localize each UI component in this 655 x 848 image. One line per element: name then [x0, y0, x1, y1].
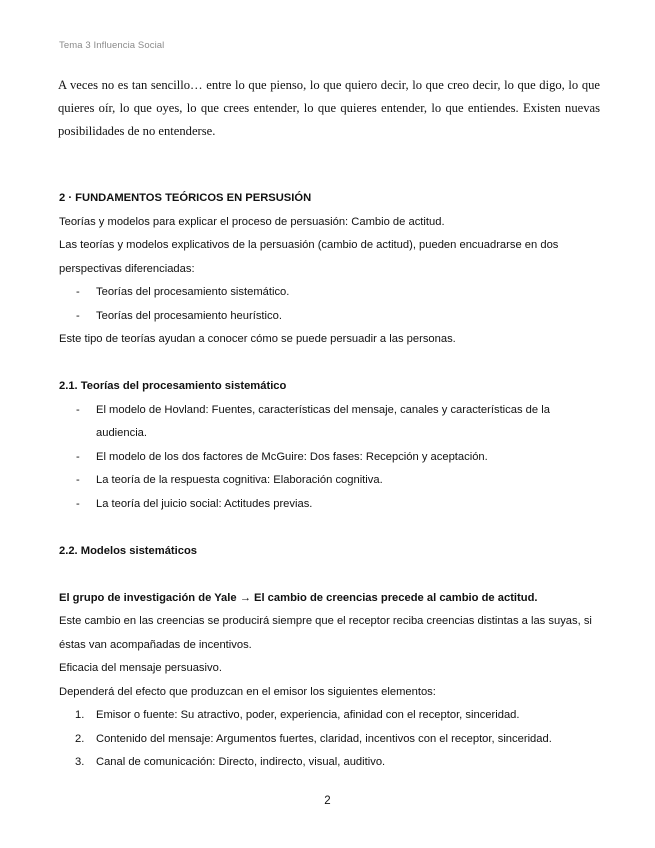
list-item: - Teorías del procesamiento sistemático.	[59, 281, 601, 305]
dash-marker: -	[76, 286, 80, 298]
systematic-theories-list	[59, 399, 601, 517]
list-item: - El modelo de los dos factores de McGuire: Dos fases: Recepción y aceptación.	[59, 446, 601, 470]
number-marker: 2.	[75, 732, 85, 745]
list-item: 3. Canal de comunicación: Directo, indirecto, visual, auditivo.	[59, 751, 601, 775]
number-marker: 3.	[75, 756, 85, 768]
dash-marker: -	[76, 497, 80, 510]
section-2-paragraph-3: Este tipo de teorías ayudan a conocer cómo se puede persuadir a las personas.	[59, 333, 456, 345]
section-2-1-title: 2.1. Teorías del procesamiento sistemático	[59, 380, 287, 392]
document-body	[59, 187, 601, 775]
section-2-paragraph-2: Las teorías y modelos explicativos de la persuasión (cambio de actitud), pueden encuadrarse en dos perspectivas diferenciadas:	[59, 239, 559, 275]
list-item: - El modelo de Hovland: Fuentes, características del mensaje, canales y características de la audiencia.	[59, 399, 601, 446]
dash-marker: -	[76, 309, 80, 322]
section-2-title: 2 · FUNDAMENTOS TEÓRICOS EN PERSUSIÓN	[59, 192, 312, 204]
perspectives-list	[59, 281, 601, 328]
list-item: 1. Emisor o fuente: Su atractivo, poder, experiencia, afinidad con el receptor, sinceridad.	[59, 704, 601, 728]
section-2-paragraph-1: Teorías y modelos para explicar el proceso de persuasión: Cambio de actitud.	[59, 215, 445, 228]
list-item: 2. Contenido del mensaje: Argumentos fuertes, claridad, incentivos con el receptor, sinceridad.	[59, 728, 601, 752]
running-header: Tema 3 Influencia Social	[59, 40, 165, 51]
section-2-2-paragraph-2: Eficacia del mensaje persuasivo.	[59, 662, 222, 674]
section-2-2-title: 2.2. Modelos sistemáticos	[59, 544, 198, 557]
intro-paragraph: A veces no es tan sencillo… entre lo que pienso, lo que quiero decir, lo que creo decir, lo que digo, lo que quieres oír, lo que oyes, lo que crees entender, lo que quieres entender, lo que entiendes. Existen nuevas posibilidades de no entenderse.	[58, 78, 600, 138]
dash-marker: -	[76, 474, 80, 486]
list-item: - Teorías del procesamiento heurístico.	[59, 305, 601, 329]
persuasion-elements-list	[59, 704, 601, 775]
number-marker: 1.	[75, 709, 85, 721]
yale-heading: El grupo de investigación de Yale → El cambio de creencias precede al cambio de actitud.	[59, 591, 538, 604]
list-item: - La teoría de la respuesta cognitiva: Elaboración cognitiva.	[59, 469, 601, 493]
dash-marker: -	[76, 403, 80, 416]
section-2-2-paragraph-1: Este cambio en las creencias se producirá siempre que el receptor reciba creencias distintas a las suyas, si éstas van acompañadas de incentivos.	[59, 615, 592, 651]
page-number: 2	[324, 795, 331, 807]
list-item: - La teoría del juicio social: Actitudes previas.	[59, 493, 601, 517]
dash-marker: -	[76, 450, 80, 463]
section-2-2-paragraph-3: Dependerá del efecto que produzcan en el emisor los siguientes elementos:	[59, 685, 436, 698]
